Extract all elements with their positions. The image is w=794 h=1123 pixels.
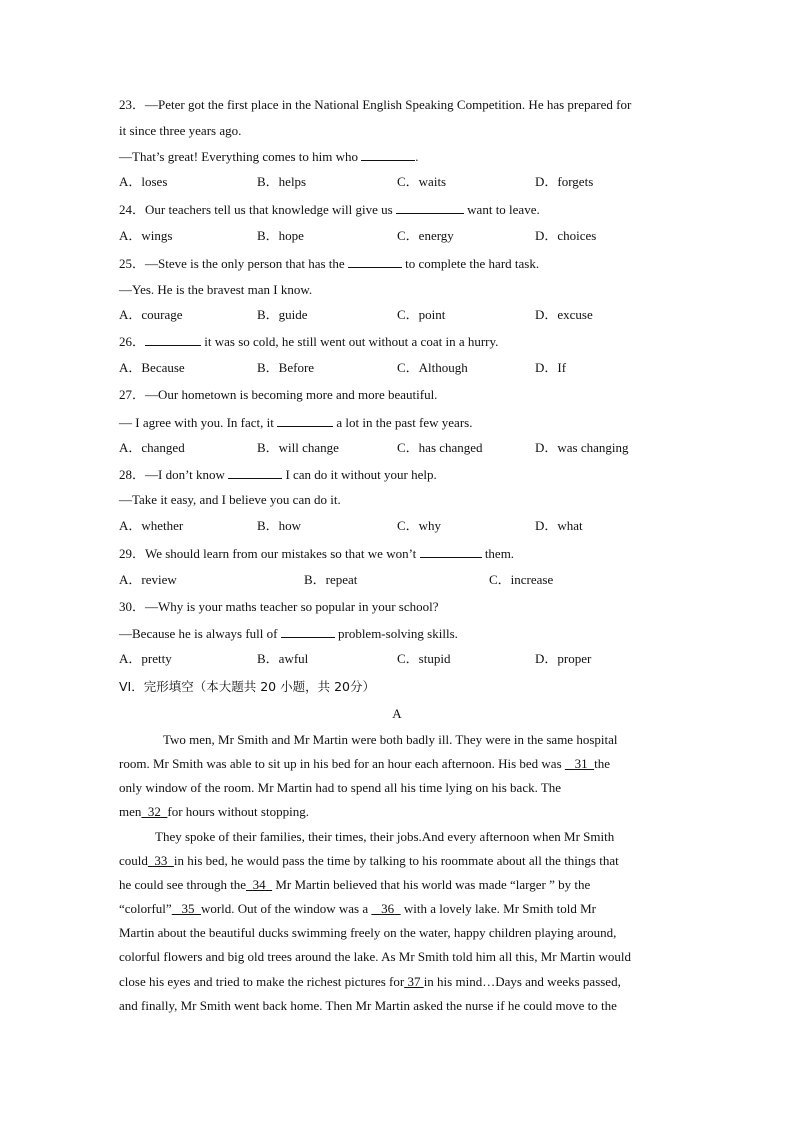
passage-line-8 — [119, 901, 596, 917]
q24-answer-blank[interactable] — [396, 201, 464, 214]
q24-stem-pre: 24．Our teachers tell us that knowledge will give us — [119, 202, 393, 217]
passage-line-7-post: Mr Martin believed that his world was made “larger ” by the — [275, 877, 591, 892]
passage-line-1: Two men, Mr Smith and Mr Martin were both badly ill. They were in the same hospital — [163, 732, 618, 747]
passage-line-8-pre: “colorful” — [119, 901, 172, 916]
q27-response — [119, 414, 472, 431]
q29-stem-pre: 29．We should learn from our mistakes so that we won’t — [119, 546, 417, 561]
q26-option-c[interactable]: C．Although — [397, 360, 468, 375]
q26-stem-post: it was so cold, he still went out without a coat in a hurry. — [204, 334, 499, 349]
passage-line-8-mid: world. Out of the window was a — [200, 901, 369, 916]
cloze-blank-34[interactable] — [246, 877, 272, 892]
q30-option-b[interactable]: B．awful — [257, 651, 309, 666]
q23-response — [119, 148, 419, 165]
cloze-blank-33[interactable] — [148, 853, 174, 868]
passage-line-12: and finally, Mr Smith went back home. Then Mr Martin asked the nurse if he could move to the — [119, 998, 617, 1013]
q30-answer-blank[interactable] — [281, 625, 335, 638]
q23-response-post: . — [415, 149, 419, 164]
q30-response-post: problem-solving skills. — [337, 626, 458, 641]
q23-stem-line2: it since three years ago. — [119, 123, 242, 138]
cloze-number-33: 33 — [154, 853, 168, 868]
passage-line-6-pre: could — [119, 853, 148, 868]
q25-answer-blank[interactable] — [348, 255, 402, 268]
q25-option-a[interactable]: A．courage — [119, 307, 183, 322]
q23-option-c[interactable]: C．waits — [397, 174, 447, 189]
q24-option-d[interactable]: D．choices — [535, 228, 597, 243]
cloze-number-35: 35 — [181, 901, 195, 916]
q23-stem-line1: 23．—Peter got the first place in the National English Speaking Competition. He has prepared for — [119, 97, 632, 112]
passage-line-4-post: for hours without stopping. — [167, 804, 309, 819]
passage-line-9: Martin about the beautiful ducks swimming freely on the water, happy children playing around, — [119, 925, 617, 940]
q27-stem: 27．—Our hometown is becoming more and more beautiful. — [119, 387, 438, 402]
q27-response-post: a lot in the past few years. — [336, 415, 473, 430]
q25-stem — [119, 255, 539, 272]
q26-option-a[interactable]: A．Because — [119, 360, 185, 375]
q28-option-a[interactable]: A．whether — [119, 518, 184, 533]
cloze-blank-36[interactable] — [371, 901, 400, 916]
q29-stem-post: them. — [484, 546, 515, 561]
passage-line-2-post: the — [594, 756, 611, 771]
q28-option-b[interactable]: B．how — [257, 518, 302, 533]
passage-line-11 — [119, 974, 621, 990]
q25-response: —Yes. He is the bravest man I know. — [119, 282, 313, 297]
part-label: A — [392, 706, 402, 721]
q25-option-b[interactable]: B．guide — [257, 307, 308, 322]
passage-line-3: only window of the room. Mr Martin had to spend all his time lying on his back. The — [119, 780, 562, 795]
passage-line-11-post: in his mind…Days and weeks passed, — [423, 974, 621, 989]
passage-line-5: They spoke of their families, their times, their jobs.And every afternoon when Mr Smith — [155, 829, 615, 844]
q27-option-c[interactable]: C．has changed — [397, 440, 483, 455]
q27-response-pre: — I agree with you. In fact, it — [119, 415, 274, 430]
passage-line-4 — [119, 804, 309, 820]
q25-option-c[interactable]: C．point — [397, 307, 446, 322]
q28-answer-blank[interactable] — [228, 466, 282, 479]
q24-stem-post: want to leave. — [467, 202, 540, 217]
q28-stem — [119, 466, 437, 483]
q30-response-pre: —Because he is always full of — [119, 626, 278, 641]
q25-stem-pre: 25．—Steve is the only person that has the — [119, 256, 345, 271]
q30-stem: 30．—Why is your maths teacher so popular in your school? — [119, 599, 439, 614]
passage-line-6 — [119, 853, 619, 869]
passage-line-2-pre: room. Mr Smith was able to sit up in his bed for an hour each afternoon. His bed was — [119, 756, 562, 771]
q27-answer-blank[interactable] — [277, 414, 333, 427]
q28-option-c[interactable]: C．why — [397, 518, 442, 533]
passage-line-7 — [119, 877, 590, 893]
cloze-number-36: 36 — [381, 901, 395, 916]
q26-option-b[interactable]: B．Before — [257, 360, 315, 375]
q23-option-d[interactable]: D．forgets — [535, 174, 594, 189]
passage-line-8-post: with a lovely lake. Mr Smith told Mr — [403, 901, 596, 916]
q24-option-b[interactable]: B．hope — [257, 228, 304, 243]
q25-stem-post: to complete the hard task. — [405, 256, 540, 271]
q29-answer-blank[interactable] — [420, 545, 482, 558]
cloze-blank-35[interactable] — [172, 901, 201, 916]
q23-option-b[interactable]: B．helps — [257, 174, 307, 189]
q28-response: —Take it easy, and I believe you can do it. — [119, 492, 341, 507]
q23-response-pre: —That’s great! Everything comes to him who — [119, 149, 359, 164]
q23-answer-blank[interactable] — [361, 148, 415, 161]
passage-line-7-pre: he could see through the — [119, 877, 247, 892]
q25-option-d[interactable]: D．excuse — [535, 307, 593, 322]
q27-option-a[interactable]: A．changed — [119, 440, 185, 455]
q28-stem-post: I can do it without your help. — [285, 467, 437, 482]
q24-option-a[interactable]: A．wings — [119, 228, 173, 243]
q30-option-d[interactable]: D．proper — [535, 651, 592, 666]
q29-option-b[interactable]: B．repeat — [304, 572, 358, 587]
q28-option-d[interactable]: D．what — [535, 518, 583, 533]
cloze-blank-37[interactable] — [404, 974, 424, 989]
q24-option-c[interactable]: C．energy — [397, 228, 454, 243]
q28-stem-pre: 28．—I don’t know — [119, 467, 225, 482]
cloze-number-37: 37 — [407, 974, 421, 989]
passage-line-10: colorful flowers and big old trees around the lake. As Mr Smith told him all this, Mr Martin would — [119, 949, 631, 964]
passage-line-11-pre: close his eyes and tried to make the richest pictures for — [119, 974, 405, 989]
q29-option-c[interactable]: C．increase — [489, 572, 554, 587]
q27-option-b[interactable]: B．will change — [257, 440, 339, 455]
q26-option-d[interactable]: D．If — [535, 360, 567, 375]
cloze-number-31: 31 — [574, 756, 588, 771]
passage-line-4-pre: men — [119, 804, 142, 819]
q29-option-a[interactable]: A．review — [119, 572, 177, 587]
cloze-number-32: 32 — [147, 804, 161, 819]
passage-line-2 — [119, 756, 610, 772]
section-heading: VI．完形填空（本大题共 20 小题，共 20分） — [119, 679, 375, 694]
passage-line-6-post: in his bed, he would pass the time by talking to his roommate about all the things that — [173, 853, 619, 868]
q30-option-c[interactable]: C．stupid — [397, 651, 451, 666]
q26-stem-pre: 26． — [119, 334, 146, 349]
q23-option-a[interactable]: A．loses — [119, 174, 168, 189]
q29-stem — [119, 545, 514, 562]
cloze-number-34: 34 — [252, 877, 266, 892]
q24-stem — [119, 201, 540, 218]
q27-option-d[interactable]: D．was changing — [535, 440, 629, 455]
q26-answer-blank[interactable] — [145, 333, 201, 346]
q30-option-a[interactable]: A．pretty — [119, 651, 172, 666]
cloze-blank-32[interactable] — [141, 804, 167, 819]
cloze-blank-31[interactable] — [565, 756, 594, 771]
q30-response — [119, 625, 458, 642]
q26-stem — [119, 333, 498, 350]
